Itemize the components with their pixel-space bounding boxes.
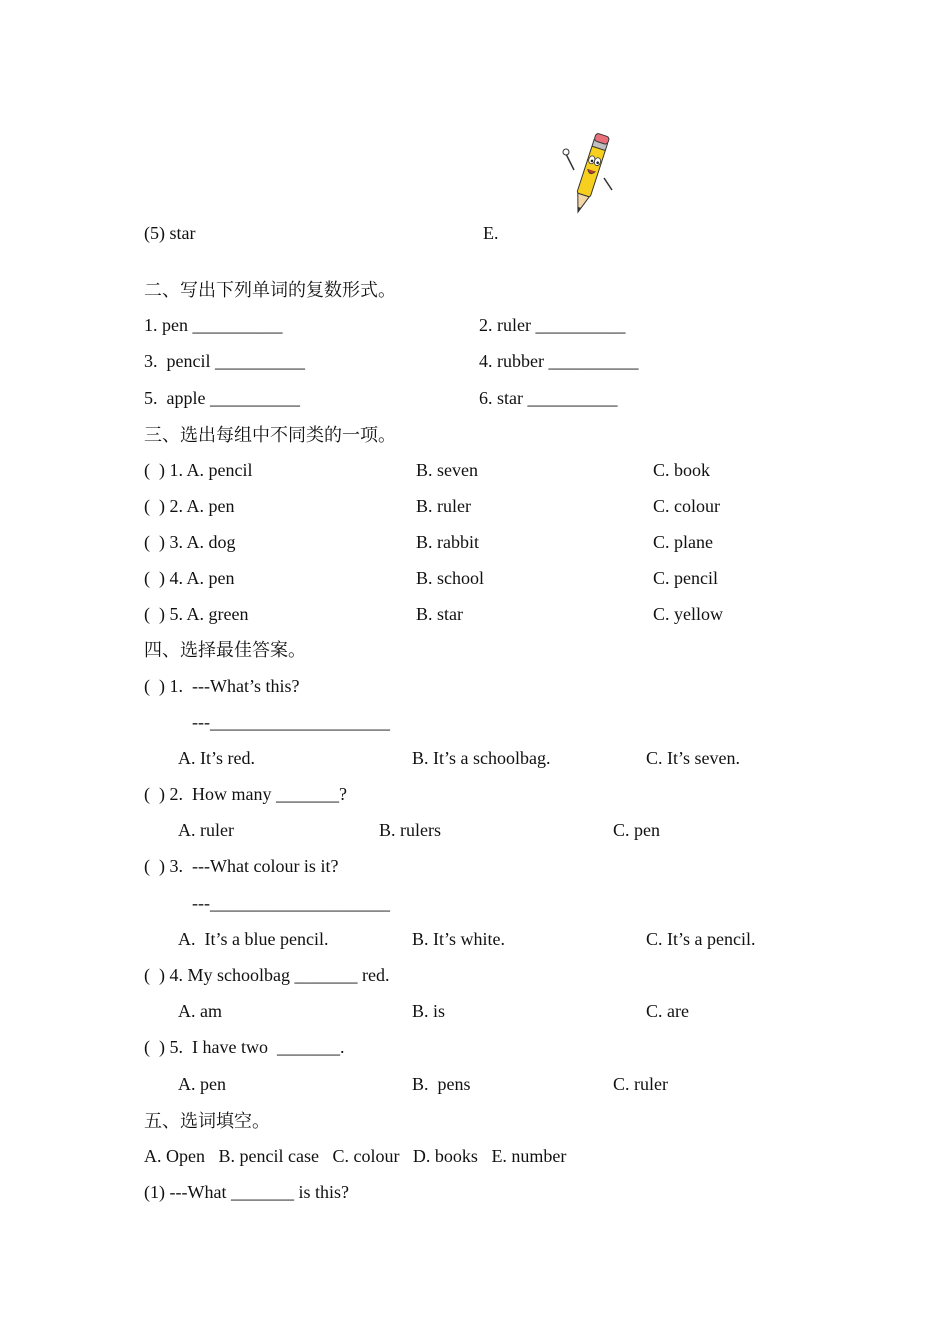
odd-one-out-3-a: ( ) 3. A. dog (144, 532, 236, 552)
choice-q3-option-c: C. It’s a pencil. (646, 929, 756, 949)
odd-one-out-2-a: ( ) 2. A. pen (144, 496, 235, 516)
choice-q4-option-b: B. is (412, 1001, 446, 1021)
odd-one-out-1-a: ( ) 1. A. pencil (144, 460, 253, 480)
choice-q3-stem: ( ) 3. ---What colour is it? (144, 856, 339, 876)
odd-one-out-2-b: B. ruler (416, 496, 471, 516)
odd-one-out-5-c: C. yellow (653, 604, 723, 624)
choice-q1-option-c: C. It’s seven. (646, 748, 740, 768)
odd-one-out-3-c: C. plane (653, 532, 713, 552)
choice-q3-option-b: B. It’s white. (412, 929, 505, 949)
choice-q1-option-a: A. It’s red. (178, 748, 255, 768)
fill-blank-q1: (1) ---What _______ is this? (144, 1182, 349, 1202)
choice-q1-option-b: B. It’s a schoolbag. (412, 748, 551, 768)
odd-one-out-5-b: B. star (416, 604, 463, 624)
plural-item-1: 1. pen __________ (144, 315, 283, 335)
odd-one-out-1-c: C. book (653, 460, 711, 480)
odd-one-out-4-c: C. pencil (653, 568, 718, 588)
section-5-title: 五、选词填空。 (144, 1111, 270, 1131)
choice-q3-blank: ---____________________ (192, 893, 390, 913)
choice-q4-stem: ( ) 4. My schoolbag _______ red. (144, 965, 390, 985)
odd-one-out-4-a: ( ) 4. A. pen (144, 568, 235, 588)
odd-one-out-5-a: ( ) 5. A. green (144, 604, 249, 624)
section-2-title: 二、写出下列单词的复数形式。 (144, 280, 396, 300)
choice-q2-stem: ( ) 2. How many _______? (144, 784, 347, 804)
match-item-5: (5) star (144, 223, 196, 243)
section-3-title: 三、选出每组中不同类的一项。 (144, 425, 396, 445)
plural-item-2: 2. ruler __________ (479, 315, 626, 335)
plural-item-3: 3. pencil __________ (144, 351, 305, 371)
odd-one-out-2-c: C. colour (653, 496, 720, 516)
choice-q5-option-a: A. pen (178, 1074, 226, 1094)
section-4-title: 四、选择最佳答案。 (144, 640, 306, 660)
choice-q5-option-c: C. ruler (613, 1074, 668, 1094)
choice-q4-option-c: C. are (646, 1001, 689, 1021)
match-item-5-letter: E. (483, 223, 499, 243)
plural-item-4: 4. rubber __________ (479, 351, 639, 371)
pencil-mascot-icon (560, 132, 620, 218)
plural-item-6: 6. star __________ (479, 388, 618, 408)
choice-q3-option-a: A. It’s a blue pencil. (178, 929, 329, 949)
choice-q2-option-c: C. pen (613, 820, 660, 840)
choice-q1-blank: ---____________________ (192, 712, 390, 732)
choice-q1-stem: ( ) 1. ---What’s this? (144, 676, 300, 696)
word-bank: A. Open B. pencil case C. colour D. books E. number (144, 1146, 567, 1166)
plural-item-5: 5. apple __________ (144, 388, 300, 408)
odd-one-out-3-b: B. rabbit (416, 532, 479, 552)
odd-one-out-1-b: B. seven (416, 460, 478, 480)
choice-q2-option-a: A. ruler (178, 820, 234, 840)
choice-q5-option-b: B. pens (412, 1074, 471, 1094)
choice-q5-stem: ( ) 5. I have two _______. (144, 1037, 345, 1057)
odd-one-out-4-b: B. school (416, 568, 485, 588)
choice-q4-option-a: A. am (178, 1001, 222, 1021)
choice-q2-option-b: B. rulers (379, 820, 441, 840)
